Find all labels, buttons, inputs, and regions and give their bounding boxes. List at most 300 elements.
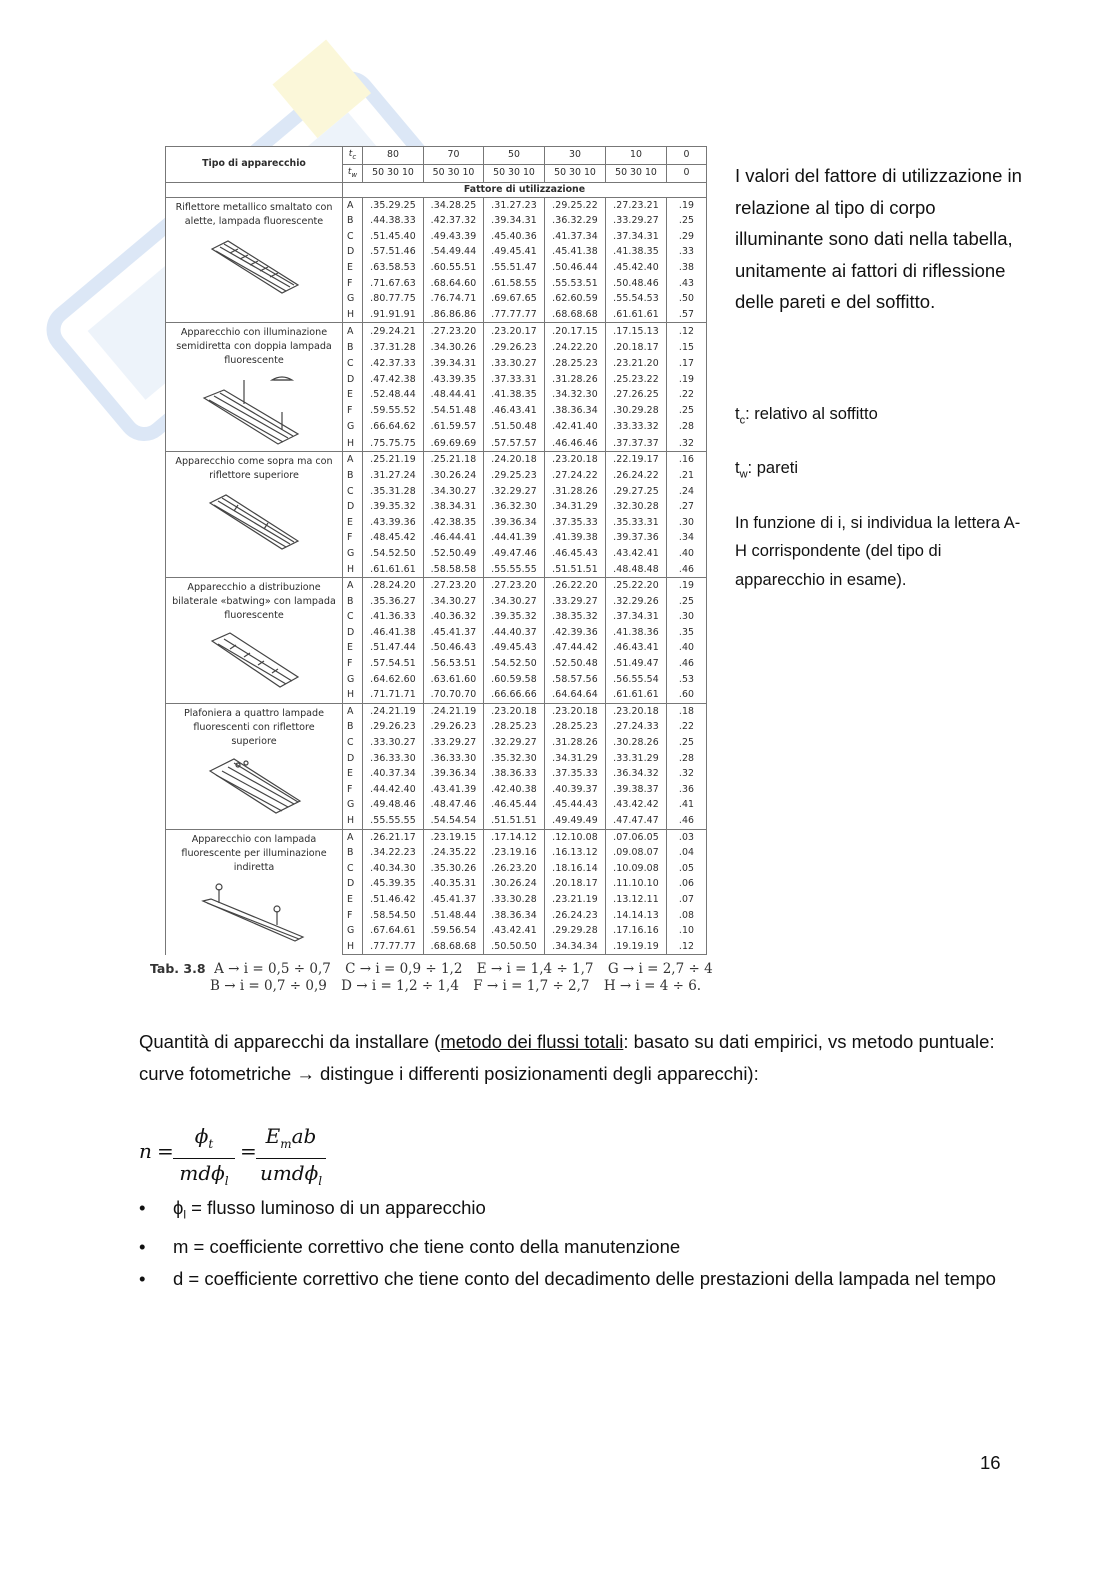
- utilization-value: .29.24.21: [363, 323, 424, 340]
- utilization-value: .29.29.28: [545, 923, 606, 939]
- utilization-value: .64.62.60: [363, 672, 424, 688]
- utilization-value: .41.38.35: [606, 244, 667, 260]
- utilization-value: .39.35.32: [363, 499, 424, 515]
- utilization-value: .34: [667, 530, 707, 546]
- row-letter: C: [343, 735, 363, 751]
- utilization-value: .30.26.24: [484, 876, 545, 892]
- ceiling-value: 10: [606, 147, 667, 165]
- utilization-value: .38: [667, 260, 707, 276]
- row-letter: C: [343, 609, 363, 625]
- utilization-value: .51.51.51: [484, 813, 545, 829]
- utilization-value: .36.33.30: [363, 751, 424, 767]
- utilization-value: .70.70.70: [424, 687, 484, 703]
- utilization-value: .35.36.27: [363, 594, 424, 610]
- utilization-value: .55.54.53: [606, 291, 667, 307]
- utilization-value: .28.25.23: [545, 355, 606, 371]
- utilization-value: .60: [667, 687, 707, 703]
- utilization-value: .27.24.33: [606, 719, 667, 735]
- utilization-value: .32.29.27: [484, 484, 545, 500]
- lamp-illustration-icon: [204, 755, 304, 817]
- utilization-value: .19: [667, 197, 707, 213]
- utilization-value: .06: [667, 876, 707, 892]
- utilization-value: .23.21.20: [606, 355, 667, 371]
- row-letter: F: [343, 782, 363, 798]
- utilization-value: .38.36.34: [545, 403, 606, 419]
- utilization-value: .61.61.61: [606, 687, 667, 703]
- utilization-value: .54.52.50: [484, 656, 545, 672]
- utilization-value: .71.71.71: [363, 687, 424, 703]
- utilization-value: .35.32.30: [484, 751, 545, 767]
- list-item: • $\phi_l$ = flusso luminoso di un apparecchio: [139, 1197, 486, 1222]
- utilization-value: .33.29.27: [424, 735, 484, 751]
- utilization-value: .56.53.51: [424, 656, 484, 672]
- utilization-value: .34.30.27: [424, 594, 484, 610]
- utilization-value: .30: [667, 515, 707, 531]
- utilization-value: .44.40.37: [484, 625, 545, 641]
- utilization-value: .34.22.23: [363, 845, 424, 861]
- utilization-value: .45.40.36: [484, 229, 545, 245]
- utilization-value: .14.14.13: [606, 908, 667, 924]
- utilization-value: .29.26.23: [363, 719, 424, 735]
- utilization-value: .71.67.63: [363, 276, 424, 292]
- utilization-value: .27.23.20: [484, 578, 545, 594]
- utilization-value: .86.86.86: [424, 307, 484, 323]
- utilization-value: .44.42.40: [363, 782, 424, 798]
- utilization-value: .27.24.22: [545, 468, 606, 484]
- utilization-value: .51.48.44: [424, 908, 484, 924]
- utilization-value: .34.30.26: [424, 339, 484, 355]
- utilization-value: .23.20.18: [545, 452, 606, 468]
- fixture-type-name: Riflettore metallico smaltato con alette, lampada fluorescente: [175, 201, 333, 227]
- utilization-value: .49.43.39: [424, 229, 484, 245]
- row-letter: B: [343, 339, 363, 355]
- legend-item: D → i = 1,2 ÷ 1,4: [341, 978, 459, 994]
- utilization-value: .08: [667, 908, 707, 924]
- utilization-value: .51.45.40: [363, 229, 424, 245]
- row-letter: H: [343, 307, 363, 323]
- ceiling-value: 50: [484, 147, 545, 165]
- utilization-value: .42.37.32: [424, 213, 484, 229]
- row-letter: G: [343, 672, 363, 688]
- utilization-value: .33.30.28: [484, 892, 545, 908]
- utilization-value: .33.29.27: [545, 594, 606, 610]
- utilization-value: .27.26.25: [606, 387, 667, 403]
- row-letter: A: [343, 323, 363, 340]
- utilization-value: .59.55.52: [363, 403, 424, 419]
- row-letter: D: [343, 371, 363, 387]
- row-letter: E: [343, 640, 363, 656]
- utilization-value: .46: [667, 562, 707, 578]
- utilization-value: .25.21.19: [363, 452, 424, 468]
- utilization-value: .29.25.23: [484, 468, 545, 484]
- utilization-value: .21: [667, 468, 707, 484]
- utilization-value: .30.28.26: [606, 735, 667, 751]
- utilization-value: .45.39.35: [363, 876, 424, 892]
- utilization-value: .48.48.48: [606, 562, 667, 578]
- wall-values: 50 30 10: [606, 164, 667, 182]
- row-letter: G: [343, 546, 363, 562]
- fixture-type-cell: [166, 323, 343, 452]
- utilization-value: .46.46.46: [545, 435, 606, 452]
- utilization-value: .39.36.34: [484, 515, 545, 531]
- tc-note: $t_c$: relativo al soffitto: [735, 405, 878, 427]
- tc-symbol: $t_c$: [343, 147, 363, 165]
- utilization-value: .19: [667, 371, 707, 387]
- utilization-value: .40: [667, 640, 707, 656]
- utilization-value: .35.30.26: [424, 861, 484, 877]
- utilization-value: .15: [667, 339, 707, 355]
- utilization-value: .25.21.18: [424, 452, 484, 468]
- utilization-value: .40.37.34: [363, 766, 424, 782]
- utilization-value: .29.25.22: [545, 197, 606, 213]
- utilization-value: .55.53.51: [545, 276, 606, 292]
- legend-item: C → i = 0,9 ÷ 1,2: [345, 961, 463, 977]
- utilization-value: .46.43.41: [484, 403, 545, 419]
- utilization-value: .43.42.41: [484, 923, 545, 939]
- ceiling-value: 30: [545, 147, 606, 165]
- utilization-value: .28.25.23: [484, 719, 545, 735]
- utilization-factor-table: [165, 146, 707, 955]
- utilization-value: .57.54.51: [363, 656, 424, 672]
- utilization-value: .61.61.61: [363, 562, 424, 578]
- utilization-value: .29: [667, 229, 707, 245]
- row-letter: B: [343, 213, 363, 229]
- utilization-value: .35.33.31: [606, 515, 667, 531]
- utilization-value: .69.67.65: [484, 291, 545, 307]
- wall-values: 50 30 10: [484, 164, 545, 182]
- utilization-value: .50: [667, 291, 707, 307]
- utilization-value: .25: [667, 213, 707, 229]
- side-intro: I valori del fattore di utilizzazione in relazione al tipo di corpo illuminante sono dati nella tabella, unitamente ai fattori di riflessione delle pareti e del soffitto.: [735, 165, 1022, 312]
- row-letter: B: [343, 845, 363, 861]
- utilization-value: .11.10.10: [606, 876, 667, 892]
- utilization-value: .50.46.43: [424, 640, 484, 656]
- utilization-value: .51.46.42: [363, 892, 424, 908]
- utilization-value: .41.38.35: [484, 387, 545, 403]
- fixture-type-name: Apparecchio con illuminazione semidiretta con doppia lampada fluorescente: [176, 327, 332, 367]
- utilization-value: .45.44.43: [545, 797, 606, 813]
- row-letter: G: [343, 923, 363, 939]
- list-item: • m = coefficiente correttivo che tiene conto della manutenzione: [139, 1236, 681, 1258]
- utilization-value: .49.45.43: [484, 640, 545, 656]
- utilization-value: .45.42.40: [606, 260, 667, 276]
- list-item: • d = coefficiente correttivo che tiene conto del decadimento delle prestazioni della lampada nel tempo: [139, 1267, 996, 1289]
- utilization-value: .50.50.50: [484, 939, 545, 955]
- utilization-value: .57: [667, 307, 707, 323]
- utilization-value: .33.30.27: [484, 355, 545, 371]
- table-row: [166, 452, 707, 468]
- utilization-value: .57.57.57: [484, 435, 545, 452]
- utilization-value: .20.17.15: [545, 323, 606, 340]
- utilization-value: .41.36.33: [363, 609, 424, 625]
- utilization-value: .47.47.47: [606, 813, 667, 829]
- utilization-value: .17.15.13: [606, 323, 667, 340]
- utilization-value: .48.44.41: [424, 387, 484, 403]
- utilization-value: .51.47.44: [363, 640, 424, 656]
- utilization-value: .31.27.24: [363, 468, 424, 484]
- utilization-value: .30: [667, 609, 707, 625]
- legend-item: A → i = 0,5 ÷ 0,7: [214, 961, 331, 977]
- utilization-value: .41.38.36: [606, 625, 667, 641]
- utilization-value: .35: [667, 625, 707, 641]
- utilization-value: .32.29.27: [484, 735, 545, 751]
- fixture-type-cell: [166, 578, 343, 704]
- utilization-value: .42.41.40: [545, 419, 606, 435]
- utilization-value: .41: [667, 797, 707, 813]
- utilization-value: .55.55.55: [363, 813, 424, 829]
- utilization-value: .35.29.25: [363, 197, 424, 213]
- utilization-value: .35.31.28: [363, 484, 424, 500]
- utilization-value: .48.45.42: [363, 530, 424, 546]
- tipo-header: Tipo di apparecchio: [166, 147, 343, 183]
- utilization-value: .25: [667, 403, 707, 419]
- row-letter: C: [343, 355, 363, 371]
- row-letter: A: [343, 197, 363, 213]
- utilization-value: .32: [667, 435, 707, 452]
- row-letter: D: [343, 244, 363, 260]
- utilization-value: .16.13.12: [545, 845, 606, 861]
- utilization-value: .55.55.55: [484, 562, 545, 578]
- wall-values: 50 30 10: [363, 164, 424, 182]
- utilization-value: .45.41.37: [424, 892, 484, 908]
- side-notes: [735, 400, 1025, 614]
- utilization-value: .40: [667, 546, 707, 562]
- utilization-value: .17.16.16: [606, 923, 667, 939]
- utilization-value: .12: [667, 939, 707, 955]
- utilization-value: .36: [667, 782, 707, 798]
- utilization-value: .19.19.19: [606, 939, 667, 955]
- utilization-value: .50.48.46: [606, 276, 667, 292]
- utilization-value: .49.47.46: [484, 546, 545, 562]
- utilization-value: .39.36.34: [424, 766, 484, 782]
- utilization-value: .39.34.31: [424, 355, 484, 371]
- table-row: [166, 197, 707, 213]
- utilization-value: .38.34.31: [424, 499, 484, 515]
- utilization-value: .54.49.44: [424, 244, 484, 260]
- utilization-value: .34.34.34: [545, 939, 606, 955]
- utilization-value: .40.39.37: [545, 782, 606, 798]
- utilization-value: .28.25.23: [545, 719, 606, 735]
- utilization-value: .25.22.20: [606, 578, 667, 594]
- utilization-value: .27.23.21: [606, 197, 667, 213]
- legend-item: F → i = 1,7 ÷ 2,7: [473, 978, 590, 994]
- utilization-value: .24: [667, 484, 707, 500]
- utilization-value: .77.77.77: [484, 307, 545, 323]
- utilization-value: .26.21.17: [363, 829, 424, 845]
- legend-item: G → i = 2,7 ÷ 4: [607, 961, 713, 977]
- utilization-value: .32.30.28: [606, 499, 667, 515]
- utilization-value: .43.39.36: [363, 515, 424, 531]
- utilization-value: .40.36.32: [424, 609, 484, 625]
- utilization-value: .26.24.22: [606, 468, 667, 484]
- utilization-value: .23.19.16: [484, 845, 545, 861]
- utilization-value: .34.31.29: [545, 499, 606, 515]
- row-letter: H: [343, 562, 363, 578]
- page: Tipo di apparecchio $t_c$ 80 70 50 30 10 0 $t_w$ 50 30 10 50 30 10 50 30 10 50 30 10 50 30 10 0 Fattore di utilizzazione Riflettore metallico smaltato con alette, lampada fluorescente A .35.29.25 .34.28.25 .31.27.23 .29.25.22 .27.23.21 .19 B .44.38.33 .42.37.32 .39.34.31 .36.32.29 .33.29.27 .25 C .51.45.40 .49.43.39 .45.40.36 .41.37.34 .37.34.31 .29 D .57.51.46 .54.49.44 .49.45.41 .45.41.38 .41.38.35 .33 E .63.58.53 .60.55.51 .55.51.47 .50.46.44 .45.42.40 .38 F .71.67.63 .68.64.60 .61.58.55 .55.53.51 .50.48.46 .43 G .80.77.75 .76.74.71 .69.67.65 .62.60.59 .55.54.53 .50 H .91.91.91 .86.86.86 .77.77.77 .68.68.68 .61.61.61 .57 Apparecchio con illuminazione semidiretta con doppia lampada fluorescente A .29.24.21 .27.23.20 .23.20.17 .20.17.15 .17.15.13 .12 B .37.31.28 .34.30.26 .29.26.23 .24.22.20 .20.18.17 .15 C .42.37.33 .39.34.31 .33.30.27 .28.25.23 .23.21.20 .17 D .47.42.38 .43.39.35 .37.33.31 .31.28.26 .25.23.22 .19 E .52.48.44 .48.44.41 .41.38.35 .34.32.30 .27.26.25 .22 F .59.55.52 .54.51.48 .46.43.41 .38.36.34 .30.29.28 .25 G .66.64.62 .61.59.57 .51.50.48 .42.41.40 .33.33.32 .28 H .75.75.75 .69.69.69 .57.57.57 .46.46.46 .37.37.37 .32 Apparecchio come sopra ma con riflettore superiore A .25.21.19 .25.21.18 .24.20.18 .23.20.18 .22.19.17 .16 B .31.27.24 .30.26.24 .29.25.23 .27.24.22 .26.24.22 .21 C .35.31.28 .34.30.27 .32.29.27 .31.28.26 .29.27.25 .24 D .39.35.32 .38.34.31 .36.32.30 .34.31.29 .32.30.28 .27 E .43.39.36 .42.38.35 .39.36.34 .37.35.33 .35.33.31 .30 F .48.45.42 .46.44.41 .44.41.39 .41.39.38 .39.37.36 .34 G .54.52.50 .52.50.49 .49.47.46 .46.45.43 .43.42.41 .40 H .61.61.61 .58.58.58 .55.55.55 .51.51.51 .48.48.48 .46 Apparecchio a distribuzione bilaterale «batwing» con lampada fluorescente A .28.24.20 .27.23.20 .27.23.20 .26.22.20 .25.22.20 .19 B .35.36.27 .34.30.27 .34.30.27 .33.29.27 .32.29.26 .25 C .41.36.33 .40.36.32 .39.35.32 .38.35.32 .37.34.31 .30 D .46.41.38 .45.41.37 .44.40.37 .42.39.36 .41.38.36 .35 E .51.47.44 .50.46.43 .49.45.43 .47.44.42 .46.43.41 .40 F .57.54.51 .56.53.51 .54.52.50 .52.50.48 .51.49.47 .46 G .64.62.60 .63.61.60 .60.59.58 .58.57.56 .56.55.54 .53 H .71.71.71 .70.70.70 .66.66.66 .64.64.64 .61.61.61 .60 Plafoniera a quattro lampade fluorescenti con riflettore superiore A .24.21.19 .24.21.19 .23.20.18 .23.20.18 .23.20.18 .18 B .29.26.23 .29.26.23 .28.25.23 .28.25.23 .27.24.33 .22 C .33.30.27 .33.29.27 .32.29.27 .31.28.26 .30.28.26 .25 D .36.33.30 .36.33.30 .35.32.30 .34.31.29 .33.31.29 .28 E .40.37.34 .39.36.34 .38.36.33 .37.35.33 .36.34.32 .32 F .44.42.40 .43.41.39 .42.40.38 .40.39.37 .39.38.37 .36 G .49.48.46 .48.47.46 .46.45.44 .45.44.43 .43.42.42 .41 H .55.55.55 .54.54.54 .51.51.51 .49.49.49 .47.47.47 .46 Apparecchio con lampada fluorescente per illuminazione indiretta A .26.21.17 .23.19.15 .17.14.12 .12.10.08 .07.06.05 .03 B .34.22.23 .24.35.22 .23.19.16 .16.13.12 .09.08.07 .04 C .40.34.30 .35.30.26 .26.23.20 .18.16.14 .10.09.08 .05 D .45.39.35 .40.35.31 .30.26.24 .20.18.17 .11.10.10 .06 E .51.46.42 .45.41.37 .33.30.28 .23.21.19 .13.12.11 .07 F .58.54.50 .51.48.44 .38.36.34 .26.24.23 .14.14.13 .08 G .67.64.61 .59.56.54 .43.42.41 .29.29.28 .17.16.16 .10 H .77.77.77 .68.68.68 .50.50.50 .34.34.34 .19.19.19 .12 Tab. 3.8 A → i = 0,5 ÷ 0,7 C → i = 0,9 ÷ 1,2 E → i = 1,4 ÷ 1,7 G → i = 2,7 ÷ 4 B → i = 0,7 ÷ 0,9 D → i = 1,2 ÷ 1,4 F → i = 1,7 ÷ 2,7 H → i = 4 ÷ 6. I valori del fattore di utilizzazione in relazione al tipo di corpo illuminante sono dati nella tabella, unitamente ai fattori di riflessione delle pareti e del soffitto. $t_c$: relativo al soffitto $t_w$: pareti In funzione di i, si individua la lettera A-H corrispondente (del tipo di apparecchio in esame). Quantità di apparecchi da installare (metodo dei flussi totali: basato su dati empirici, vs metodo puntuale: curve fotometriche → distingue i differenti posizionamenti degli apparecchi): n = $\phi_t$ mdϕ$_l$ = $E_mab$ umdϕ$_l$ • $\phi_l$ = flusso luminoso di un apparecchio • m = coefficiente correttivo che tiene conto della manutenzione • d = coefficiente correttivo che tiene conto del decadimento delle prestazioni della lampada nel tempo 16: [0, 0, 1116, 1579]
- utilization-value: .38.35.32: [545, 609, 606, 625]
- utilization-value: .24.22.20: [545, 339, 606, 355]
- fixture-type-name: Apparecchio a distribuzione bilaterale «batwing» con lampada fluorescente: [172, 582, 336, 622]
- utilization-value: .58.54.50: [363, 908, 424, 924]
- utilization-value: .37.35.33: [545, 515, 606, 531]
- page-number: 16: [980, 1452, 1001, 1473]
- utilization-value: .40.34.30: [363, 861, 424, 877]
- utilization-value: .24.21.19: [363, 703, 424, 719]
- utilization-value: .51.50.48: [484, 419, 545, 435]
- lamp-illustration-icon: [204, 489, 304, 553]
- utilization-value: .75.75.75: [363, 435, 424, 452]
- utilization-value: .24.20.18: [484, 452, 545, 468]
- row-letter: B: [343, 594, 363, 610]
- utilization-value: .26.22.20: [545, 578, 606, 594]
- utilization-value: .68.64.60: [424, 276, 484, 292]
- utilization-value: .26.23.20: [484, 861, 545, 877]
- utilization-value: .36.33.30: [424, 751, 484, 767]
- wall-values: 50 30 10: [545, 164, 606, 182]
- utilization-value: .52.48.44: [363, 387, 424, 403]
- legend-label: Tab. 3.8: [150, 961, 206, 976]
- row-letter: G: [343, 419, 363, 435]
- utilization-value: .44.38.33: [363, 213, 424, 229]
- utilization-value: .36.32.30: [484, 499, 545, 515]
- utilization-value: .07.06.05: [606, 829, 667, 845]
- utilization-value: .22: [667, 387, 707, 403]
- table-row: [166, 829, 707, 845]
- utilization-value: .27.23.20: [424, 578, 484, 594]
- table-row: [166, 323, 707, 340]
- utilization-value: .41.37.34: [545, 229, 606, 245]
- utilization-value: .68.68.68: [424, 939, 484, 955]
- row-letter: G: [343, 291, 363, 307]
- ceiling-value: 70: [424, 147, 484, 165]
- utilization-value: .25: [667, 735, 707, 751]
- utilization-value: .45.41.38: [545, 244, 606, 260]
- utilization-value: .05: [667, 861, 707, 877]
- row-letter: E: [343, 515, 363, 531]
- row-letter: D: [343, 751, 363, 767]
- row-letter: F: [343, 908, 363, 924]
- method-link-text: metodo dei flussi totali: [440, 1031, 624, 1052]
- utilization-value: .18.16.14: [545, 861, 606, 877]
- utilization-value: .46: [667, 813, 707, 829]
- utilization-value: .44.41.39: [484, 530, 545, 546]
- utilization-value: .34.28.25: [424, 197, 484, 213]
- utilization-value: .31.27.23: [484, 197, 545, 213]
- utilization-value: .10: [667, 923, 707, 939]
- utilization-value: .77.77.77: [363, 939, 424, 955]
- utilization-value: .55.51.47: [484, 260, 545, 276]
- fixture-type-name: Plafoniera a quattro lampade fluorescenti con riflettore superiore: [183, 707, 325, 747]
- row-letter: E: [343, 387, 363, 403]
- utilization-value: .25.23.22: [606, 371, 667, 387]
- utilization-value: .68.68.68: [545, 307, 606, 323]
- wall-values: 50 30 10: [424, 164, 484, 182]
- legend-item: H → i = 4 ÷ 6.: [603, 978, 702, 994]
- utilization-value: .30.26.24: [424, 468, 484, 484]
- utilization-value: .31.28.26: [545, 735, 606, 751]
- utilization-value: .47.42.38: [363, 371, 424, 387]
- lamp-illustration-icon: [204, 235, 304, 297]
- utilization-value: .52.50.49: [424, 546, 484, 562]
- row-letter: A: [343, 703, 363, 719]
- utilization-value: .24.35.22: [424, 845, 484, 861]
- row-letter: B: [343, 468, 363, 484]
- utilization-value: .31.28.26: [545, 484, 606, 500]
- tw-symbol: $t_w$: [343, 164, 363, 182]
- utilization-value: .60.55.51: [424, 260, 484, 276]
- lamp-illustration-icon: [199, 881, 309, 943]
- utilization-value: .60.59.58: [484, 672, 545, 688]
- utilization-value: .10.09.08: [606, 861, 667, 877]
- utilization-value: .67.64.61: [363, 923, 424, 939]
- utilization-value: .39.34.31: [484, 213, 545, 229]
- utilization-value: .62.60.59: [545, 291, 606, 307]
- utilization-value: .31.28.26: [545, 371, 606, 387]
- row-letter: C: [343, 229, 363, 245]
- utilization-value: .47.44.42: [545, 640, 606, 656]
- utilization-value: .49.48.46: [363, 797, 424, 813]
- fixture-type-name: Apparecchio con lampada fluorescente per illuminazione indiretta: [181, 833, 327, 873]
- row-letter: F: [343, 403, 363, 419]
- utilization-value: .61.58.55: [484, 276, 545, 292]
- wall-values: 0: [667, 164, 707, 182]
- utilization-value: .24.21.19: [424, 703, 484, 719]
- utilization-value: .07: [667, 892, 707, 908]
- utilization-value: .33.30.27: [363, 735, 424, 751]
- utilization-value: .43: [667, 276, 707, 292]
- legend-item: E → i = 1,4 ÷ 1,7: [476, 961, 594, 977]
- row-letter: H: [343, 939, 363, 955]
- utilization-value: .51.49.47: [606, 656, 667, 672]
- utilization-value: .20.18.17: [606, 339, 667, 355]
- utilization-value: .76.74.71: [424, 291, 484, 307]
- utilization-value: .37.34.31: [606, 609, 667, 625]
- row-letter: D: [343, 499, 363, 515]
- utilization-value: .42.38.35: [424, 515, 484, 531]
- utilization-value: .23.20.17: [484, 323, 545, 340]
- row-letter: B: [343, 719, 363, 735]
- bullet-list: [139, 1192, 1019, 1294]
- utilization-value: .29.26.23: [424, 719, 484, 735]
- utilization-value: .46.45.43: [545, 546, 606, 562]
- fixture-type-name: Apparecchio come sopra ma con riflettore superiore: [175, 456, 333, 482]
- utilization-value: .34.32.30: [545, 387, 606, 403]
- utilization-value: .23.19.15: [424, 829, 484, 845]
- utilization-value: .12.10.08: [545, 829, 606, 845]
- utilization-value: .49.49.49: [545, 813, 606, 829]
- utilization-value: .23.20.18: [606, 703, 667, 719]
- row-letter: D: [343, 876, 363, 892]
- utilization-value: .42.37.33: [363, 355, 424, 371]
- utilization-value: .30.29.28: [606, 403, 667, 419]
- utilization-value: .23.20.18: [484, 703, 545, 719]
- utilization-value: .19: [667, 578, 707, 594]
- row-letter: F: [343, 276, 363, 292]
- utilization-value: .28.24.20: [363, 578, 424, 594]
- utilization-value: .12: [667, 323, 707, 340]
- row-letter: H: [343, 435, 363, 452]
- utilization-value: .43.42.42: [606, 797, 667, 813]
- utilization-value: .38.36.34: [484, 908, 545, 924]
- tw-note: $t_w$: pareti: [735, 459, 798, 481]
- utilization-value: .39.38.37: [606, 782, 667, 798]
- row-letter: F: [343, 530, 363, 546]
- utilization-value: .48.47.46: [424, 797, 484, 813]
- row-letter: F: [343, 656, 363, 672]
- row-letter: A: [343, 452, 363, 468]
- utilization-value: .37.33.31: [484, 371, 545, 387]
- utilization-value: .54.54.54: [424, 813, 484, 829]
